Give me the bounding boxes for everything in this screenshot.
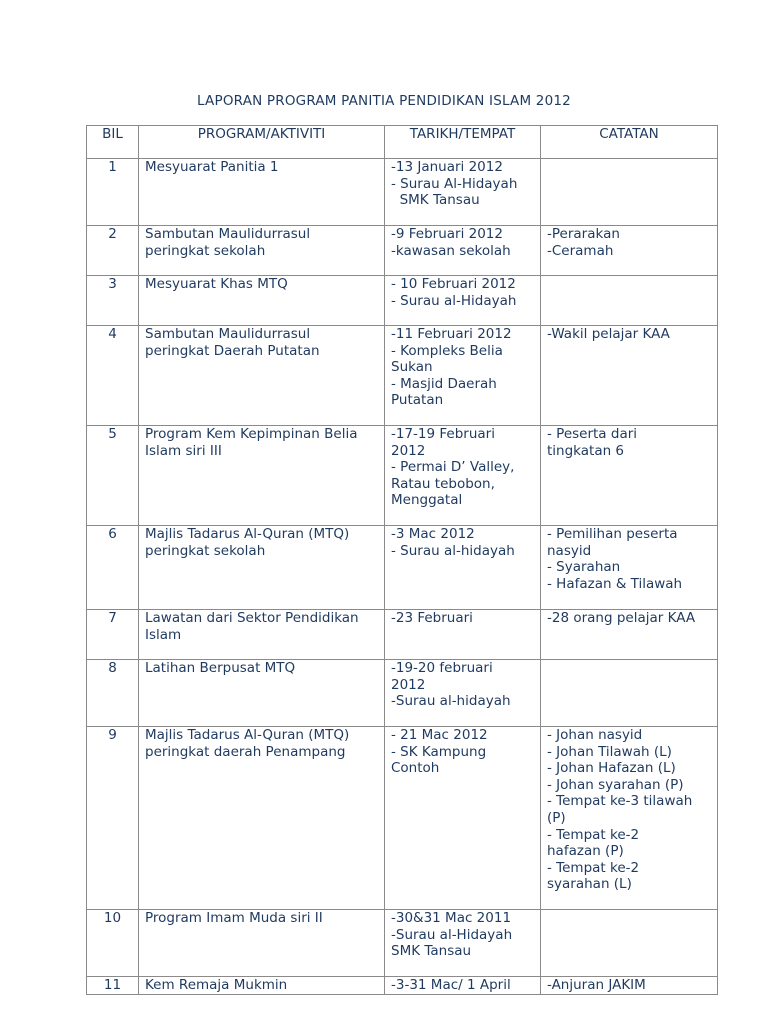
tarikh-line: SMK Tansau — [391, 192, 480, 209]
table-row — [87, 326, 718, 426]
cell-catatan — [541, 326, 718, 426]
program-line: Sambutan Maulidurrasul — [145, 226, 311, 242]
catatan-line: - Johan syarahan (P) — [547, 776, 684, 793]
tarikh-line: -13 Januari 2012 — [391, 159, 503, 175]
table-row — [87, 727, 718, 910]
tarikh-line: -Surau al-hidayah — [391, 693, 511, 710]
catatan-line: - Johan Tilawah (L) — [547, 743, 672, 760]
cell-catatan — [541, 660, 718, 727]
cell-catatan — [541, 977, 718, 995]
program-line: Program Imam Muda siri II — [145, 910, 323, 926]
table-row — [87, 159, 718, 226]
cell-program — [139, 226, 385, 276]
tarikh-line: -30&31 Mac 2011 — [391, 910, 512, 926]
tarikh-line: -3-31 Mac/ 1 April — [391, 977, 511, 993]
table-row — [87, 610, 718, 660]
tarikh-line: - Masjid Daerah — [391, 375, 497, 392]
tarikh-line: SMK Tansau — [391, 943, 472, 960]
catatan-line: syarahan (L) — [547, 876, 632, 893]
cell-catatan — [541, 727, 718, 910]
cell-tarikh — [385, 426, 541, 526]
catatan-line: tingkatan 6 — [547, 442, 625, 459]
tarikh-line: Sukan — [391, 359, 433, 376]
tarikh-line: Ratau tebobon, — [391, 475, 495, 492]
table-row — [87, 660, 718, 727]
header-tarikh: TARIKH/TEMPAT — [385, 126, 541, 159]
catatan-line: - Tempat ke-2 — [547, 859, 640, 876]
tarikh-line: 2012 — [391, 676, 426, 693]
cell-bil: 3 — [87, 276, 139, 326]
cell-tarikh — [385, 660, 541, 727]
catatan-line: - Syarahan — [547, 559, 621, 576]
program-line: peringkat sekolah — [145, 542, 266, 559]
cell-program — [139, 610, 385, 660]
cell-program — [139, 977, 385, 995]
program-line: peringkat daerah Penampang — [145, 743, 346, 760]
cell-tarikh — [385, 610, 541, 660]
catatan-line: - Tempat ke-2 — [547, 826, 640, 843]
cell-program — [139, 727, 385, 910]
catatan-line: - Johan nasyid — [547, 727, 643, 743]
program-line: Mesyuarat Khas MTQ — [145, 276, 288, 292]
header-bil: BIL — [87, 126, 139, 159]
cell-program — [139, 526, 385, 610]
cell-bil: 5 — [87, 426, 139, 526]
tarikh-line: -17-19 Februari — [391, 426, 495, 442]
tarikh-line: -23 Februari — [391, 610, 473, 626]
cell-bil: 10 — [87, 910, 139, 977]
tarikh-line: - SK Kampung — [391, 743, 487, 760]
cell-bil: 7 — [87, 610, 139, 660]
catatan-line: - Johan Hafazan (L) — [547, 760, 676, 777]
cell-tarikh — [385, 727, 541, 910]
catatan-line: -Anjuran JAKIM — [547, 977, 646, 993]
program-line: peringkat sekolah — [145, 242, 266, 259]
catatan-line: -Ceramah — [547, 242, 614, 259]
cell-catatan — [541, 910, 718, 977]
catatan-line: -Perarakan — [547, 226, 620, 242]
cell-catatan — [541, 426, 718, 526]
program-line: peringkat Daerah Putatan — [145, 342, 320, 359]
cell-tarikh — [385, 276, 541, 326]
cell-program — [139, 276, 385, 326]
cell-bil: 4 — [87, 326, 139, 426]
tarikh-line: - 10 Februari 2012 — [391, 276, 516, 292]
tarikh-line: - Surau Al-Hidayah — [391, 175, 518, 192]
tarikh-line: - 21 Mac 2012 — [391, 727, 488, 743]
cell-program — [139, 660, 385, 727]
cell-bil: 2 — [87, 226, 139, 276]
tarikh-line: - Kompleks Belia — [391, 342, 503, 359]
program-line: Program Kem Kepimpinan Belia — [145, 426, 358, 442]
tarikh-line: -kawasan sekolah — [391, 242, 511, 259]
cell-program — [139, 910, 385, 977]
cell-tarikh — [385, 526, 541, 610]
catatan-line: - Pemilihan peserta — [547, 526, 678, 542]
program-line: Mesyuarat Panitia 1 — [145, 159, 279, 175]
table-row — [87, 526, 718, 610]
catatan-line: - Hafazan & Tilawah — [547, 575, 683, 592]
cell-catatan — [541, 159, 718, 226]
tarikh-line: -19-20 februari — [391, 660, 493, 676]
program-line: Majlis Tadarus Al-Quran (MTQ) — [145, 526, 350, 542]
cell-program — [139, 326, 385, 426]
table-header-row — [87, 126, 718, 159]
cell-bil: 8 — [87, 660, 139, 727]
tarikh-line: Putatan — [391, 392, 444, 409]
table-row — [87, 910, 718, 977]
header-catatan: CATATAN — [541, 126, 718, 159]
program-line: Latihan Berpusat MTQ — [145, 660, 296, 676]
tarikh-line: -11 Februari 2012 — [391, 326, 512, 342]
cell-catatan — [541, 610, 718, 660]
tarikh-line: - Surau al-Hidayah — [391, 292, 517, 309]
tarikh-line: - Surau al-hidayah — [391, 542, 515, 559]
cell-bil: 1 — [87, 159, 139, 226]
cell-tarikh — [385, 226, 541, 276]
table-row — [87, 426, 718, 526]
report-table — [86, 125, 718, 995]
table-body — [87, 159, 718, 995]
catatan-line: nasyid — [547, 542, 592, 559]
cell-catatan — [541, 526, 718, 610]
cell-tarikh — [385, 326, 541, 426]
cell-tarikh — [385, 910, 541, 977]
program-line: Majlis Tadarus Al-Quran (MTQ) — [145, 727, 350, 743]
table-row — [87, 226, 718, 276]
cell-tarikh — [385, 159, 541, 226]
catatan-line: - Tempat ke-3 tilawah — [547, 793, 693, 810]
cell-bil: 11 — [87, 977, 139, 995]
cell-program — [139, 159, 385, 226]
program-line: Sambutan Maulidurrasul — [145, 326, 311, 342]
cell-bil: 9 — [87, 727, 139, 910]
cell-catatan — [541, 276, 718, 326]
tarikh-line: Menggatal — [391, 492, 463, 509]
cell-program — [139, 426, 385, 526]
program-line: Kem Remaja Mukmin — [145, 977, 288, 993]
tarikh-line: - Permai D’ Valley, — [391, 459, 515, 476]
tarikh-line: -9 Februari 2012 — [391, 226, 503, 242]
catatan-line: - Peserta dari — [547, 426, 638, 442]
catatan-line: -Wakil pelajar KAA — [547, 326, 670, 342]
cell-tarikh — [385, 977, 541, 995]
catatan-line: -28 orang pelajar KAA — [547, 610, 696, 626]
header-program: PROGRAM/AKTIVITI — [139, 126, 385, 159]
cell-catatan — [541, 226, 718, 276]
cell-bil: 6 — [87, 526, 139, 610]
tarikh-line: -Surau al-Hidayah — [391, 926, 513, 943]
table-row — [87, 977, 718, 995]
tarikh-line: 2012 — [391, 442, 426, 459]
tarikh-line: Contoh — [391, 760, 440, 777]
program-line: Islam — [145, 626, 182, 643]
report-title: LAPORAN PROGRAM PANITIA PENDIDIKAN ISLAM 2012 — [197, 93, 571, 109]
table-row — [87, 276, 718, 326]
catatan-line: hafazan (P) — [547, 843, 624, 860]
program-line: Lawatan dari Sektor Pendidikan — [145, 610, 359, 626]
tarikh-line: -3 Mac 2012 — [391, 526, 475, 542]
catatan-line: (P) — [547, 809, 566, 826]
program-line: Islam siri III — [145, 442, 222, 459]
